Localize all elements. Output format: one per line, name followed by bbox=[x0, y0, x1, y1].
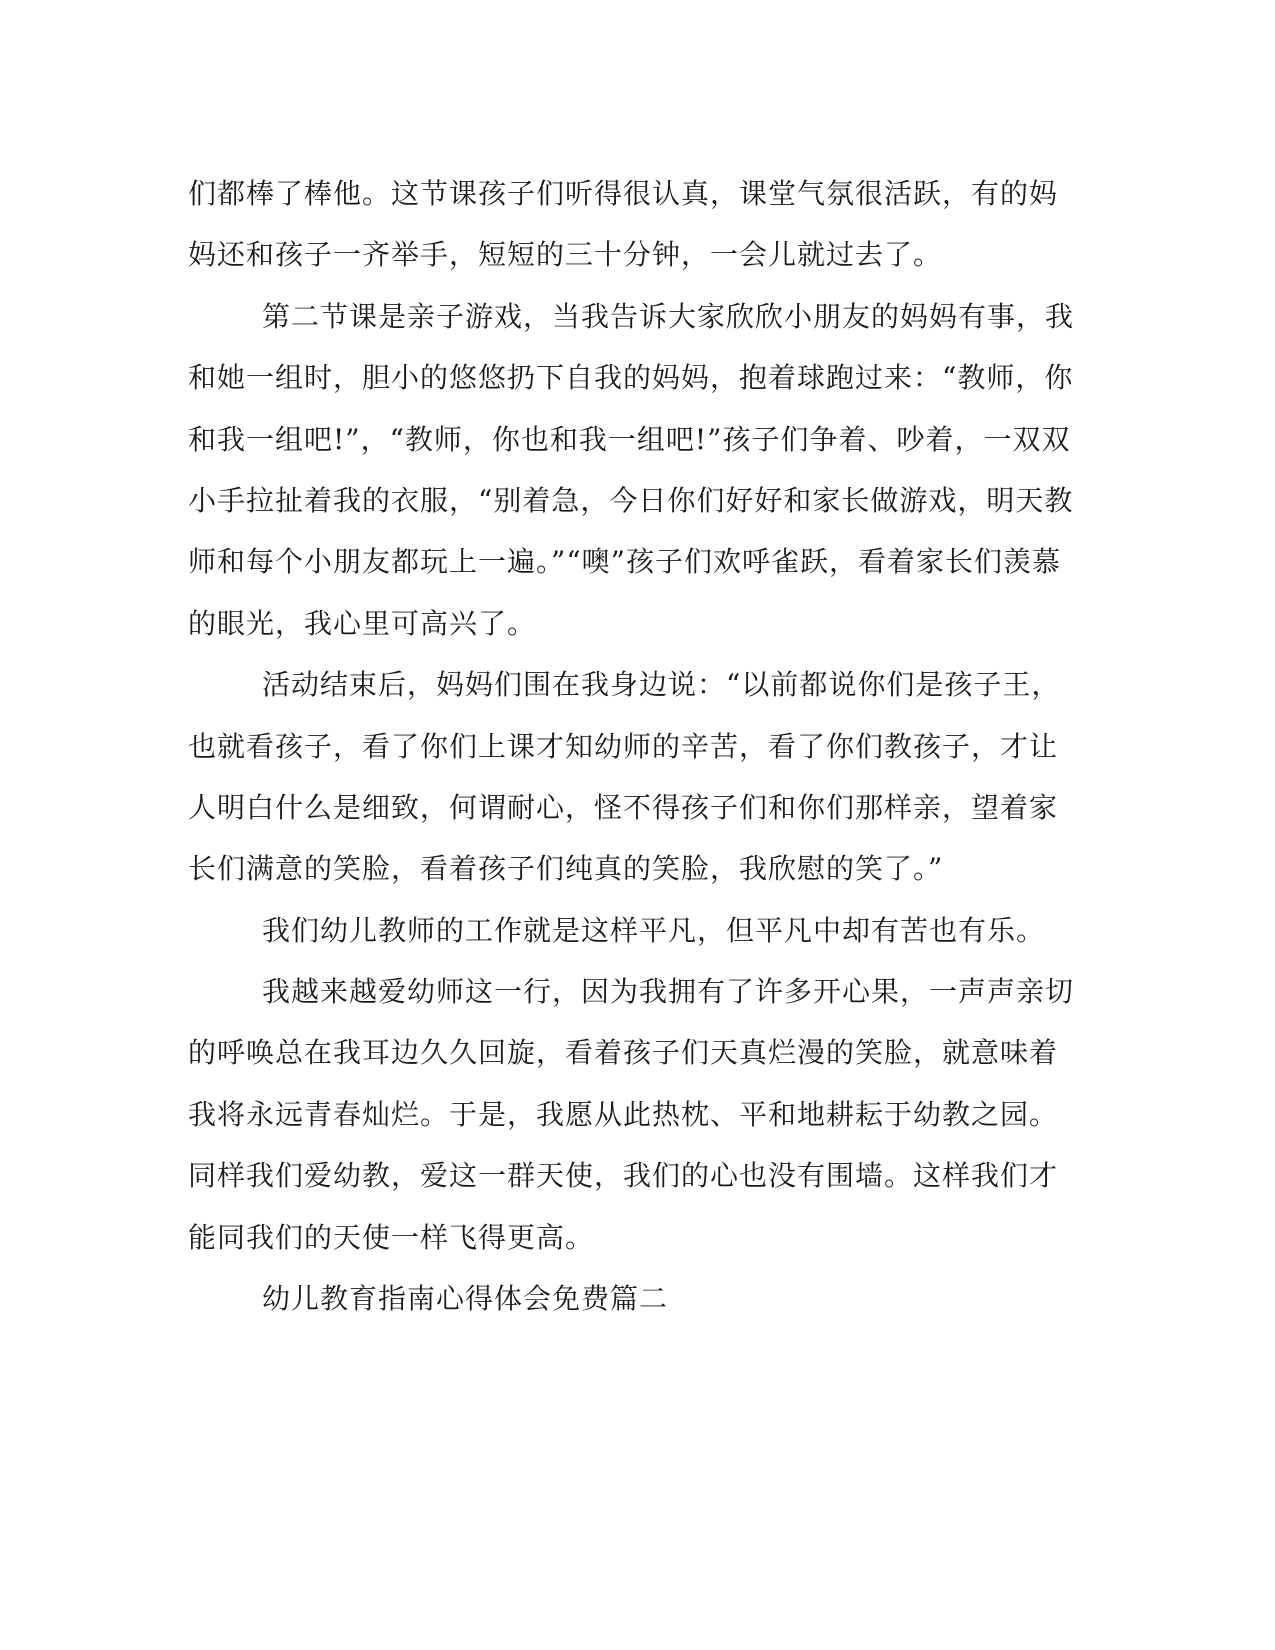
text-line: 也就看孩子，看了你们上课才知幼师的辛苦，看了你们教孩子，才让 bbox=[188, 729, 1059, 763]
text-line: 活动结束后，妈妈们围在我身边说：“以前都说你们是孩子王， bbox=[262, 668, 1061, 702]
text-line: 我们幼儿教师的工作就是这样平凡，但平凡中却有苦也有乐。 bbox=[262, 913, 1046, 947]
text-line: 人明白什么是细致，何谓耐心，怪不得孩子们和你们那样亲，望着家 bbox=[188, 790, 1059, 824]
text-line: 的呼唤总在我耳边久久回旋，看着孩子们天真烂漫的笑脸，就意味着 bbox=[188, 1036, 1059, 1070]
section-heading: 幼儿教育指南心得体会免费篇二 bbox=[262, 1282, 669, 1316]
text-line: 长们满意的笑脸，看着孩子们纯真的笑脸，我欣慰的笑了。” bbox=[188, 852, 944, 886]
text-line: 和我一组吧!”，“教师，你也和我一组吧!”孩子们争着、吵着，一双双 bbox=[188, 422, 1071, 456]
text-line: 我将永远青春灿烂。于是，我愿从此热枕、平和地耕耘于幼教之园。 bbox=[188, 1097, 1059, 1131]
text-line: 小手拉扯着我的衣服，“别着急，今日你们好好和家长做游戏，明天教 bbox=[188, 483, 1074, 517]
text-line: 们都棒了棒他。这节课孩子们听得很认真，课堂气氛很活跃，有的妈 bbox=[188, 177, 1059, 210]
body-text bbox=[188, 163, 1075, 1329]
text-line: 同样我们爱幼教，爱这一群天使，我们的心也没有围墙。这样我们才 bbox=[188, 1159, 1059, 1193]
text-line: 的眼光，我心里可高兴了。 bbox=[188, 606, 537, 640]
text-line: 师和每个小朋友都玩上一遍。”“噢”孩子们欢呼雀跃，看着家长们羡慕 bbox=[188, 545, 1061, 579]
text-line: 和她一组时，胆小的悠悠扔下自我的妈妈，抱着球跑过来：“教师，你 bbox=[188, 361, 1074, 395]
text-line: 我越来越爱幼师这一行，因为我拥有了许多开心果，一声声亲切 bbox=[262, 975, 1075, 1009]
text-line: 第二节课是亲子游戏，当我告诉大家欣欣小朋友的妈妈有事，我 bbox=[262, 299, 1075, 333]
text-line: 能同我们的天使一样飞得更高。 bbox=[188, 1220, 595, 1254]
text-line: 妈还和孩子一齐举手，短短的三十分钟，一会儿就过去了。 bbox=[188, 238, 943, 272]
